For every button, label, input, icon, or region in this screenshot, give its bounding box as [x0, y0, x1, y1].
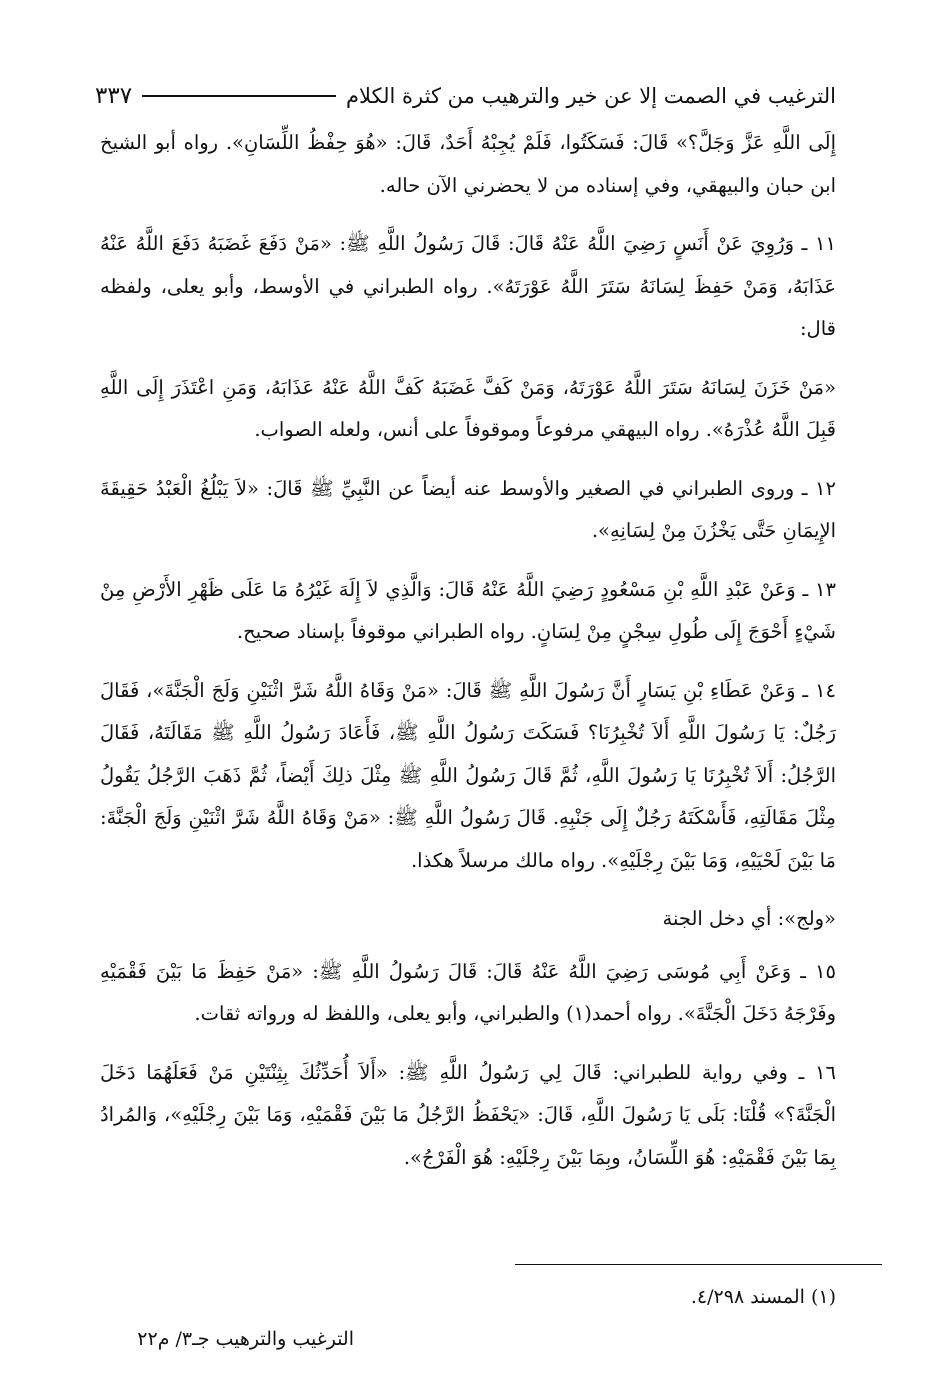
page-body — [100, 122, 836, 1195]
running-header — [95, 80, 836, 112]
signature-mark: الترغيب والترهيب جـ٣/ م٢٢ — [137, 1328, 354, 1350]
hadith-15: ١٥ ـ وَعَنْ أَبِي مُوسَى رَضِيَ اللَّهُ عَنْهُ قَالَ: قَالَ رَسُولُ اللَّهِ ﷺ: «مَنْ حَفِظَ مَا بَيْنَ فَقْمَيْهِ وفَرْجَهُ دَخَلَ الْجَنَّةَ». رواه أحمد(١) والطبراني، وأبو يعلى، واللفظ له ورواته ثقات. — [100, 959, 836, 1025]
hadith-16: ١٦ ـ وفي رواية للطبراني: قَالَ لِي رَسُولُ اللَّهِ ﷺ: «أَلاَ أُحَدِّثُكَ بِثِنْتَيْنِ مَنْ فَعَلَهُمَا دَخَلَ الْجَنَّةَ؟» قُلْنَا: بَلَى يَا رَسُولَ اللَّهِ، قَالَ: «يَحْفَظُ الرَّجُلُ مَا بَيْنَ فَقْمَيْهِ، وَمَا بَيْنَ رِجْلَيْهِ»، وَالمُرادُ بِمَا بَيْنَ فَقْمَيْهِ: هُوَ اللِّسَانُ، وبِمَا بَيْنَ رِجْلَيْهِ: هُوَ الْفَرْجُ». — [100, 1060, 836, 1169]
hadith-14: ١٤ ـ وَعَنْ عَطَاءِ بْنِ يَسَارٍ أَنَّ رَسُولَ اللَّهِ ﷺ قَالَ: «مَنْ وَقَاهُ اللَّهُ شَرَّ اثْنَيْنِ وَلَجَ الْجَنَّةَ»، فَقَالَ رَجُلٌ: يَا رَسُولَ اللَّهِ أَلاَ تُخْبِرُنَا؟ فَسَكَتَ رَسُولُ اللَّهِ ﷺ، فَأَعَادَ رَسُولُ اللَّهِ ﷺ مَقَالَتَهُ، فَقَالَ الرَّجُلُ: أَلاَ تُخْبِرُنَا يَا رَسُولَ اللَّهِ، ثُمَّ قَالَ رَسُولُ اللَّهِ ﷺ مِثْلَ ذلِكَ أَيْضاً، ثُمَّ ذَهَبَ الرَّجُلُ يَقُولُ مِثْلَ مَقَالَتِهِ، فَأَسْكَتَهُ رَجُلٌ إِلَى جَنْبِهِ. قَالَ رَسُولُ اللَّهِ ﷺ: «مَنْ وَقَاهُ اللَّهُ شَرَّ اثْنَيْنِ وَلَجَ الْجَنَّةَ: مَا بَيْنَ لَحْيَيْهِ، وَمَا بَيْنَ رِجْلَيْهِ». رواه مالك مرسلاً هكذا. — [100, 678, 836, 872]
paragraph-continuation: إِلَى اللَّهِ عَزَّ وَجَلَّ؟» قَالَ: فَسَكَتُوا، فَلَمْ يُجِبْهُ أَحَدٌ، قَالَ: «هُوَ حِفْظُ اللِّسَانِ». رواه أبو الشيخ ابن حبان والبيهقي، وفي إسناده من لا يحضرني الآن حاله. — [100, 131, 836, 197]
hadith-12: ١٢ ـ وروى الطبراني في الصغير والأوسط عنه أيضاً عن النَّبِيِّ ﷺ قَالَ: «لاَ يَبْلُغُ الْعَبْدُ حَقِيقَةَ الإِيمَانِ حَتَّى يَخْزُنَ مِنْ لِسَانِهِ». — [100, 476, 836, 542]
running-title: الترغيب في الصمت إلا عن خير والترهيب من كثرة الكلام — [345, 84, 836, 108]
footnote-rule — [515, 1264, 882, 1265]
hadith-11: ١١ ـ وَرُوِيَ عَنْ أَنَسٍ رَضِيَ اللَّهُ عَنْهُ قَالَ: قَالَ رَسُولُ اللَّهِ ﷺ: «مَنْ دَفَعَ غَضَبَهُ دَفَعَ اللَّهُ عَنْهُ عَذَابَهُ، وَمَنْ حَفِظَ لِسَانَهُ سَتَرَ اللَّهُ عَوْرَتَهُ». رواه الطبراني في الأوسط، وأبو يعلى، ولفظه قال: — [100, 232, 836, 340]
hadith-11-variant: «مَنْ خَزَنَ لِسَانَهُ سَتَرَ اللَّهُ عَوْرَتَهُ، وَمَنْ كَفَّ غَضَبَهُ كَفَّ اللَّهُ عَنْهُ عَذَابَهُ، وَمَنِ اعْتَذَرَ إِلَى اللَّهِ قَبِلَ اللَّهُ عُذْرَهُ». رواه البيهقي مرفوعاً وموقوفاً على أنس، ولعله الصواب. — [100, 375, 836, 441]
header-rule — [142, 95, 336, 97]
gloss-walaja: «ولج»: أي دخل الجنة — [662, 907, 836, 930]
page-number: ٣٣٧ — [95, 83, 133, 109]
hadith-13: ١٣ ـ وَعَنْ عَبْدِ اللَّهِ بْنِ مَسْعُودٍ رَضِيَ اللَّهُ عَنْهُ قَالَ: وَالَّذِي لاَ إِلَهَ غَيْرُهُ مَا عَلَى ظَهْرِ الأَرْضِ مِنْ شَيْءٍ أَحْوَجَ إِلَى طُولِ سِجْنٍ مِنْ لِسَانٍ. رواه الطبراني موقوفاً بإسناد صحيح. — [100, 577, 836, 643]
footnote: (١) المسند ٤/٢٩٨. — [690, 1286, 836, 1308]
